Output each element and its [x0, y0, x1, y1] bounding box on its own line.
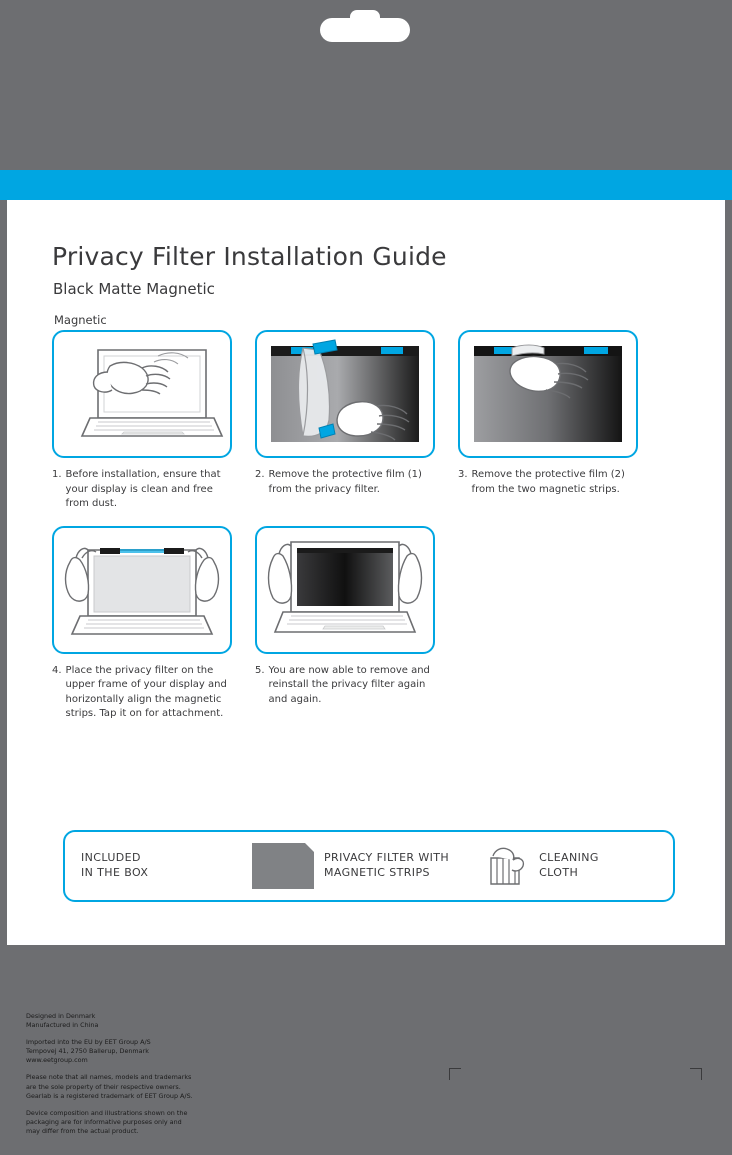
step-2 — [255, 330, 435, 512]
footer-trademark-line1: Please note that all names, models and trademarks — [26, 1073, 192, 1082]
privacy-filter-swatch-icon — [252, 843, 314, 889]
step-3-text: Remove the protective film (2) from the two magnetic strips. — [471, 469, 625, 495]
step-2-text: Remove the protective film (1) from the privacy filter. — [268, 469, 422, 495]
accent-band — [0, 170, 732, 200]
footer-disclaimer-line3: may differ from the actual product. — [26, 1126, 139, 1135]
step-4-number: 4. — [52, 664, 62, 676]
crop-mark-left — [449, 1068, 461, 1080]
footer-importer-line1: Imported into the EU by EET Group A/S — [26, 1038, 151, 1047]
step-1-text: Before installation, ensure that your display is clean and free from dust. — [65, 469, 221, 509]
steps-row-1 — [52, 330, 692, 512]
step-2-illustration-frame — [255, 330, 435, 458]
step-3-number: 3. — [458, 469, 468, 480]
in-the-box-item-cleaning-cloth-label — [539, 851, 599, 881]
footer-trademark-line2: are the sole property of their respective owners. — [26, 1082, 181, 1091]
in-the-box-strip — [63, 830, 675, 902]
step-5-text: You are now able to remove and reinstall the privacy filter again and again. — [268, 664, 430, 705]
in-the-box-item-privacy-filter — [252, 843, 449, 889]
footer-trademark-line3: Gearlab is a registered trademark of EET Group A/S. — [26, 1091, 193, 1100]
step-1-number: 1. — [52, 469, 62, 480]
step-5 — [255, 526, 435, 722]
step-3-illustration-frame — [458, 330, 638, 458]
step-1-illustration-frame — [52, 330, 232, 458]
step-1-caption — [52, 468, 232, 512]
step-4 — [52, 526, 232, 722]
footer-disclaimer-line2: packaging are for informative purposes only and — [26, 1117, 182, 1126]
step-1 — [52, 330, 232, 512]
step-3-caption — [458, 468, 638, 497]
footer-disclaimer — [26, 1109, 356, 1136]
step-5-caption — [255, 664, 435, 708]
cleaning-cloth-label-line2: CLOTH — [539, 866, 579, 879]
footer-origin — [26, 1012, 356, 1030]
step-5-illustration-frame — [255, 526, 435, 654]
step-3 — [458, 330, 638, 512]
footer-importer — [26, 1038, 356, 1065]
cleaning-cloth-icon — [483, 844, 529, 888]
instruction-card — [7, 200, 725, 945]
page-subtitle: Black Matte Magnetic — [53, 280, 215, 298]
hand-wiping-laptop-screen-icon — [54, 332, 230, 456]
hand-peeling-film-from-magnetic-strips-icon — [460, 332, 636, 456]
in-the-box-item-cleaning-cloth — [483, 844, 599, 888]
section-label: Magnetic — [54, 313, 107, 327]
footer-origin-line2: Manufactured in China — [26, 1021, 99, 1030]
step-2-number: 2. — [255, 469, 265, 480]
two-hands-placing-filter-on-display-icon — [54, 528, 230, 652]
step-5-number: 5. — [255, 664, 265, 676]
footer-trademark — [26, 1073, 356, 1100]
steps-grid — [52, 330, 692, 722]
footer-disclaimer-line1: Device composition and illustrations shown on the — [26, 1108, 188, 1117]
footer-origin-line1: Designed in Denmark — [26, 1012, 96, 1020]
step-4-text: Place the privacy filter on the upper frame of your display and horizontally align the magnetic strips. Tap it on for attachment. — [65, 664, 227, 719]
step-4-caption — [52, 664, 232, 722]
footer-importer-line2: Tempovej 41, 2750 Ballerup, Denmark — [26, 1047, 149, 1056]
in-the-box-label-line2: IN THE BOX — [81, 866, 149, 879]
in-the-box-label-line1: INCLUDED — [81, 851, 141, 865]
step-2-caption — [255, 468, 435, 497]
steps-row-2 — [52, 526, 692, 722]
hanger-hole — [320, 18, 410, 42]
hand-peeling-film-from-filter-icon — [257, 332, 433, 456]
step-4-illustration-frame — [52, 526, 232, 654]
privacy-filter-label-line2: MAGNETIC STRIPS — [324, 866, 430, 879]
in-the-box-label — [81, 851, 186, 881]
crop-mark-right — [690, 1068, 702, 1080]
privacy-filter-label-line1: PRIVACY FILTER WITH — [324, 851, 450, 865]
hands-removing-filter-from-laptop-icon — [257, 528, 433, 652]
cleaning-cloth-label-line1: CLEANING — [539, 851, 599, 865]
footer-legal — [26, 1012, 356, 1144]
footer-importer-line3: www.eetgroup.com — [26, 1056, 88, 1065]
in-the-box-item-privacy-filter-label — [324, 851, 449, 881]
page-title: Privacy Filter Installation Guide — [52, 242, 447, 271]
